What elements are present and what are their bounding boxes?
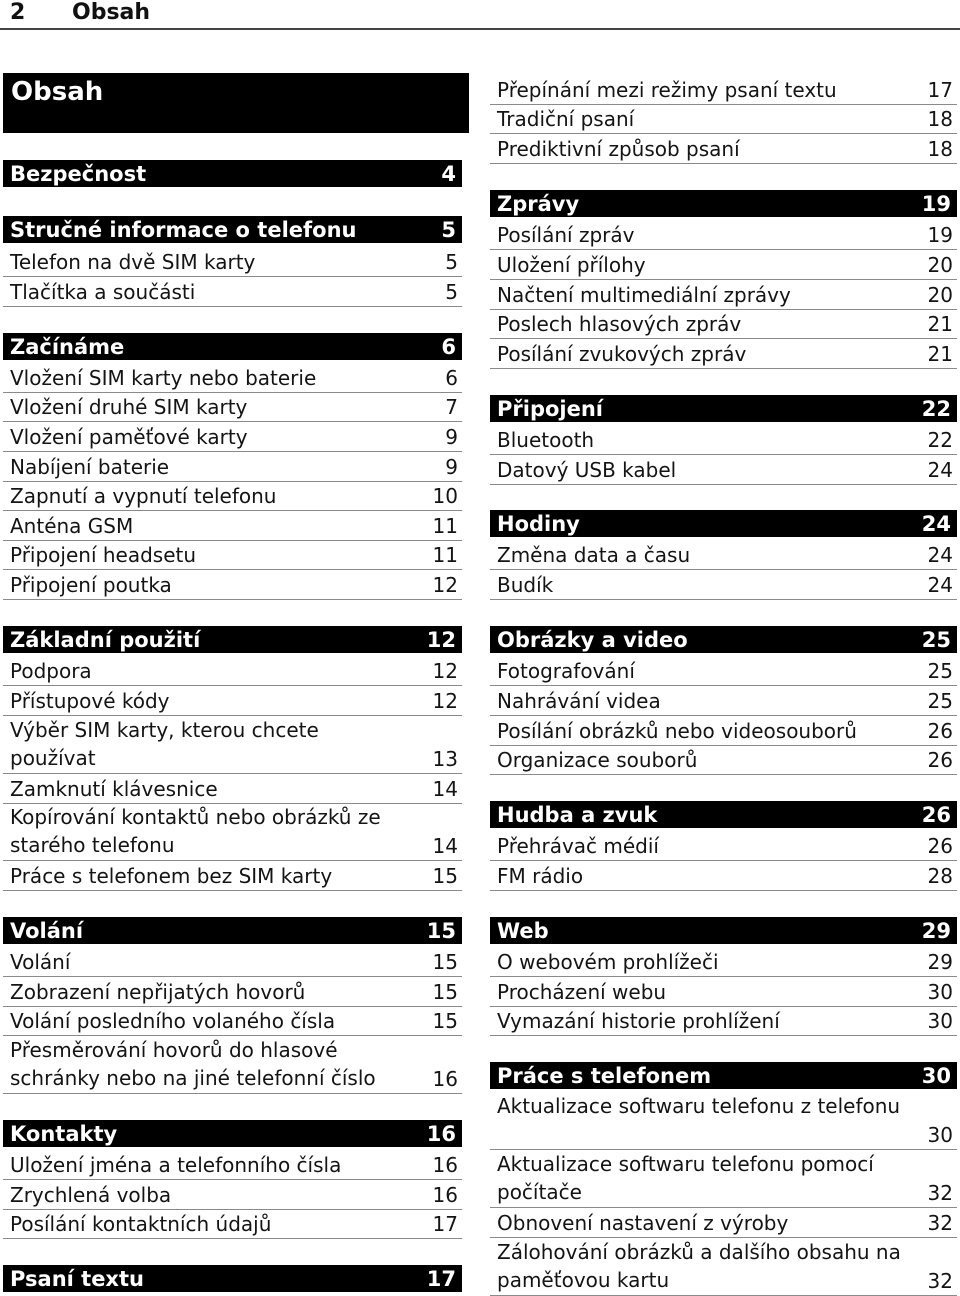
section-page-number: 6 bbox=[441, 335, 456, 359]
section-title: Základní použití bbox=[10, 628, 201, 652]
section-title: Stručné informace o telefonu bbox=[10, 218, 357, 242]
entry-label: Posílání obrázků nebo videosouborů bbox=[497, 719, 857, 743]
entry-page-number: 5 bbox=[445, 250, 458, 274]
entry-label: Posílání zpráv bbox=[497, 223, 635, 247]
entry-page-number: 10 bbox=[432, 484, 458, 508]
toc-entry bbox=[490, 831, 957, 861]
toc-entry bbox=[490, 540, 957, 570]
section-page-number: 5 bbox=[441, 218, 456, 242]
section-page-number: 12 bbox=[426, 628, 456, 652]
entry-label: Poslech hlasových zpráv bbox=[497, 312, 742, 336]
toc-entry bbox=[3, 1006, 462, 1036]
page-number: 2 bbox=[10, 0, 26, 25]
entry-label: Aktualizace softwaru telefonu z telefonu bbox=[497, 1094, 901, 1118]
entry-page-number: 30 bbox=[927, 1009, 953, 1033]
section-heading-hudba-a-zvuk bbox=[490, 801, 957, 828]
toc-entry bbox=[490, 1092, 957, 1150]
entry-label: Vymazání historie prohlížení bbox=[497, 1009, 780, 1033]
entry-label: Obnovení nastavení z výroby bbox=[497, 1211, 789, 1235]
toc-entry bbox=[3, 1209, 462, 1239]
entry-label: Aktualizace softwaru telefonu pomocí počítače bbox=[497, 1152, 874, 1204]
toc-entry bbox=[490, 1208, 957, 1238]
entry-page-number: 7 bbox=[445, 395, 458, 419]
section-heading-prace-s-telefonem bbox=[490, 1062, 957, 1089]
toc-entry bbox=[3, 247, 462, 277]
entry-page-number: 30 bbox=[927, 980, 953, 1004]
section-heading-hodiny bbox=[490, 510, 957, 537]
section-title: Obrázky a video bbox=[497, 628, 688, 652]
entry-page-number: 19 bbox=[927, 223, 953, 247]
toc-entry bbox=[490, 656, 957, 686]
section-title: Bezpečnost bbox=[10, 162, 147, 186]
section-heading-volani bbox=[3, 917, 462, 944]
entry-label: Volání bbox=[10, 950, 71, 974]
toc-entry bbox=[490, 686, 957, 716]
section-page-number: 16 bbox=[426, 1122, 456, 1146]
entry-label: Nahrávání videa bbox=[497, 689, 661, 713]
entry-label: Volání posledního volaného čísla bbox=[10, 1009, 336, 1033]
section-title: Hudba a zvuk bbox=[497, 803, 658, 827]
toc-entry bbox=[490, 339, 957, 369]
toc-entry bbox=[3, 656, 462, 686]
toc-entry bbox=[3, 716, 462, 774]
entry-label: Tlačítka a součásti bbox=[10, 280, 196, 304]
section-title: Volání bbox=[10, 919, 84, 943]
entry-page-number: 5 bbox=[445, 280, 458, 304]
entry-label: O webovém prohlížeči bbox=[497, 950, 719, 974]
section-title: Připojení bbox=[497, 397, 603, 421]
toc-entry bbox=[3, 774, 462, 804]
section-title: Psaní textu bbox=[10, 1267, 144, 1291]
entry-page-number: 14 bbox=[432, 834, 458, 858]
toc-entry bbox=[490, 1150, 957, 1208]
entry-label: Zamknutí klávesnice bbox=[10, 777, 218, 801]
toc-entry bbox=[490, 75, 957, 105]
entry-label: Podpora bbox=[10, 659, 92, 683]
entry-page-number: 29 bbox=[927, 950, 953, 974]
toc-entry bbox=[490, 947, 957, 977]
toc-entry bbox=[3, 1180, 462, 1210]
entry-page-number: 16 bbox=[432, 1183, 458, 1207]
section-page-number: 19 bbox=[921, 192, 951, 216]
entry-page-number: 24 bbox=[927, 543, 953, 567]
section-heading-kontakty bbox=[3, 1120, 462, 1147]
toc-entry bbox=[490, 220, 957, 250]
entry-page-number: 15 bbox=[432, 980, 458, 1004]
entry-label: Připojení poutka bbox=[10, 573, 172, 597]
entry-label: Výběr SIM karty, kterou chcete používat bbox=[10, 718, 319, 770]
toc-entry bbox=[490, 250, 957, 280]
section-page-number: 26 bbox=[921, 803, 951, 827]
section-heading-zpravy bbox=[490, 190, 957, 217]
entry-page-number: 17 bbox=[927, 78, 953, 102]
entry-page-number: 18 bbox=[927, 107, 953, 131]
entry-page-number: 12 bbox=[432, 573, 458, 597]
toc-entry bbox=[3, 481, 462, 511]
entry-label: Vložení druhé SIM karty bbox=[10, 395, 248, 419]
entry-page-number: 26 bbox=[927, 748, 953, 772]
entry-label: Procházení webu bbox=[497, 980, 667, 1004]
entry-label: Přehrávač médií bbox=[497, 834, 659, 858]
toc-title: Obsah bbox=[3, 73, 469, 133]
toc-entry bbox=[490, 425, 957, 455]
section-title: Hodiny bbox=[497, 512, 580, 536]
section-heading-bezpecnost bbox=[3, 160, 462, 187]
entry-page-number: 28 bbox=[927, 864, 953, 888]
entry-page-number: 18 bbox=[927, 137, 953, 161]
entry-label: Vložení SIM karty nebo baterie bbox=[10, 366, 317, 390]
toc-entry bbox=[3, 570, 462, 600]
section-heading-strucne-informace-o-telefonu bbox=[3, 216, 462, 243]
entry-label: Fotografování bbox=[497, 659, 635, 683]
entry-page-number: 24 bbox=[927, 573, 953, 597]
entry-label: Práce s telefonem bez SIM karty bbox=[10, 864, 333, 888]
entry-page-number: 13 bbox=[432, 747, 458, 771]
section-title: Kontakty bbox=[10, 1122, 118, 1146]
toc-entry bbox=[3, 1036, 462, 1094]
entry-label: Datový USB kabel bbox=[497, 458, 677, 482]
entry-label: Prediktivní způsob psaní bbox=[497, 137, 740, 161]
toc-entry bbox=[490, 570, 957, 600]
toc-entry bbox=[3, 422, 462, 452]
section-title: Web bbox=[497, 919, 549, 943]
section-title: Zprávy bbox=[497, 192, 580, 216]
page-header bbox=[0, 0, 960, 30]
toc-entry bbox=[3, 452, 462, 482]
entry-label: Budík bbox=[497, 573, 554, 597]
section-heading-psani-textu bbox=[3, 1265, 462, 1292]
toc-entry bbox=[490, 134, 957, 164]
entry-page-number: 16 bbox=[432, 1067, 458, 1091]
entry-label: Změna data a času bbox=[497, 543, 691, 567]
running-title: Obsah bbox=[72, 0, 151, 25]
entry-page-number: 20 bbox=[927, 283, 953, 307]
toc-entry bbox=[3, 861, 462, 891]
section-heading-zakladni-pouziti bbox=[3, 626, 462, 653]
toc-entry bbox=[490, 455, 957, 485]
section-page-number: 17 bbox=[426, 1267, 456, 1291]
entry-label: Přepínání mezi režimy psaní textu bbox=[497, 78, 837, 102]
entry-label: Zálohování obrázků a dalšího obsahu na paměťovou kartu bbox=[497, 1240, 901, 1292]
entry-label: Organizace souborů bbox=[497, 748, 698, 772]
entry-page-number: 14 bbox=[432, 777, 458, 801]
entry-page-number: 32 bbox=[927, 1211, 953, 1235]
entry-page-number: 15 bbox=[432, 1009, 458, 1033]
entry-label: Přístupové kódy bbox=[10, 689, 170, 713]
section-heading-obrazky-a-video bbox=[490, 626, 957, 653]
section-heading-pripojeni bbox=[490, 395, 957, 422]
entry-page-number: 21 bbox=[927, 312, 953, 336]
entry-page-number: 24 bbox=[927, 458, 953, 482]
entry-page-number: 15 bbox=[432, 950, 458, 974]
entry-page-number: 26 bbox=[927, 834, 953, 858]
entry-label: Nabíjení baterie bbox=[10, 455, 170, 479]
toc-entry bbox=[490, 977, 957, 1007]
toc-entry bbox=[3, 686, 462, 716]
toc-entry bbox=[490, 861, 957, 891]
entry-label: Bluetooth bbox=[497, 428, 595, 452]
section-page-number: 24 bbox=[921, 512, 951, 536]
section-page-number: 25 bbox=[921, 628, 951, 652]
entry-label: Přesměrování hovorů do hlasové schránky nebo na jiné telefonní číslo bbox=[10, 1038, 376, 1090]
toc-entry bbox=[3, 511, 462, 541]
toc-entry bbox=[3, 977, 462, 1007]
section-heading-web bbox=[490, 917, 957, 944]
toc-entry bbox=[490, 1006, 957, 1036]
entry-page-number: 12 bbox=[432, 689, 458, 713]
section-page-number: 30 bbox=[921, 1064, 951, 1088]
toc-entry bbox=[490, 716, 957, 746]
entry-page-number: 12 bbox=[432, 659, 458, 683]
entry-page-number: 11 bbox=[432, 543, 458, 567]
entry-label: Zapnutí a vypnutí telefonu bbox=[10, 484, 277, 508]
section-heading-zaciname bbox=[3, 333, 462, 360]
toc-entry bbox=[3, 803, 462, 861]
entry-page-number: 16 bbox=[432, 1153, 458, 1177]
entry-label: Připojení headsetu bbox=[10, 543, 197, 567]
entry-page-number: 32 bbox=[927, 1181, 953, 1205]
entry-page-number: 11 bbox=[432, 514, 458, 538]
entry-page-number: 21 bbox=[927, 342, 953, 366]
entry-label: Zrychlená volba bbox=[10, 1183, 172, 1207]
entry-page-number: 9 bbox=[445, 425, 458, 449]
entry-label: Posílání kontaktních údajů bbox=[10, 1212, 272, 1236]
entry-label: Anténa GSM bbox=[10, 514, 134, 538]
toc-entry bbox=[3, 392, 462, 422]
toc-entry bbox=[3, 1150, 462, 1180]
entry-page-number: 6 bbox=[445, 366, 458, 390]
entry-page-number: 20 bbox=[927, 253, 953, 277]
section-page-number: 29 bbox=[921, 919, 951, 943]
toc-entry bbox=[490, 745, 957, 775]
entry-page-number: 25 bbox=[927, 689, 953, 713]
section-title: Práce s telefonem bbox=[497, 1064, 712, 1088]
entry-label: Uložení jména a telefonního čísla bbox=[10, 1153, 342, 1177]
section-title: Začínáme bbox=[10, 335, 125, 359]
entry-page-number: 25 bbox=[927, 659, 953, 683]
toc-entry bbox=[3, 947, 462, 977]
toc-entry bbox=[3, 277, 462, 307]
entry-label: Telefon na dvě SIM karty bbox=[10, 250, 256, 274]
entry-label: Zobrazení nepřijatých hovorů bbox=[10, 980, 306, 1004]
entry-page-number: 32 bbox=[927, 1269, 953, 1293]
entry-label: Tradiční psaní bbox=[497, 107, 635, 131]
toc-entry bbox=[490, 280, 957, 310]
section-page-number: 4 bbox=[441, 162, 456, 186]
entry-label: FM rádio bbox=[497, 864, 584, 888]
entry-label: Vložení paměťové karty bbox=[10, 425, 248, 449]
entry-page-number: 15 bbox=[432, 864, 458, 888]
entry-page-number: 30 bbox=[927, 1123, 953, 1147]
entry-page-number: 9 bbox=[445, 455, 458, 479]
section-page-number: 22 bbox=[921, 397, 951, 421]
entry-page-number: 17 bbox=[432, 1212, 458, 1236]
entry-label: Načtení multimediální zprávy bbox=[497, 283, 791, 307]
toc-entry bbox=[3, 363, 462, 393]
entry-label: Kopírování kontaktů nebo obrázků ze starého telefonu bbox=[10, 805, 381, 857]
toc-entry bbox=[490, 104, 957, 134]
section-page-number: 15 bbox=[426, 919, 456, 943]
entry-page-number: 22 bbox=[927, 428, 953, 452]
toc-entry bbox=[490, 309, 957, 339]
entry-page-number: 26 bbox=[927, 719, 953, 743]
toc-entry bbox=[490, 1238, 957, 1296]
toc-entry bbox=[3, 540, 462, 570]
entry-label: Uložení přílohy bbox=[497, 253, 646, 277]
entry-label: Posílání zvukových zpráv bbox=[497, 342, 747, 366]
